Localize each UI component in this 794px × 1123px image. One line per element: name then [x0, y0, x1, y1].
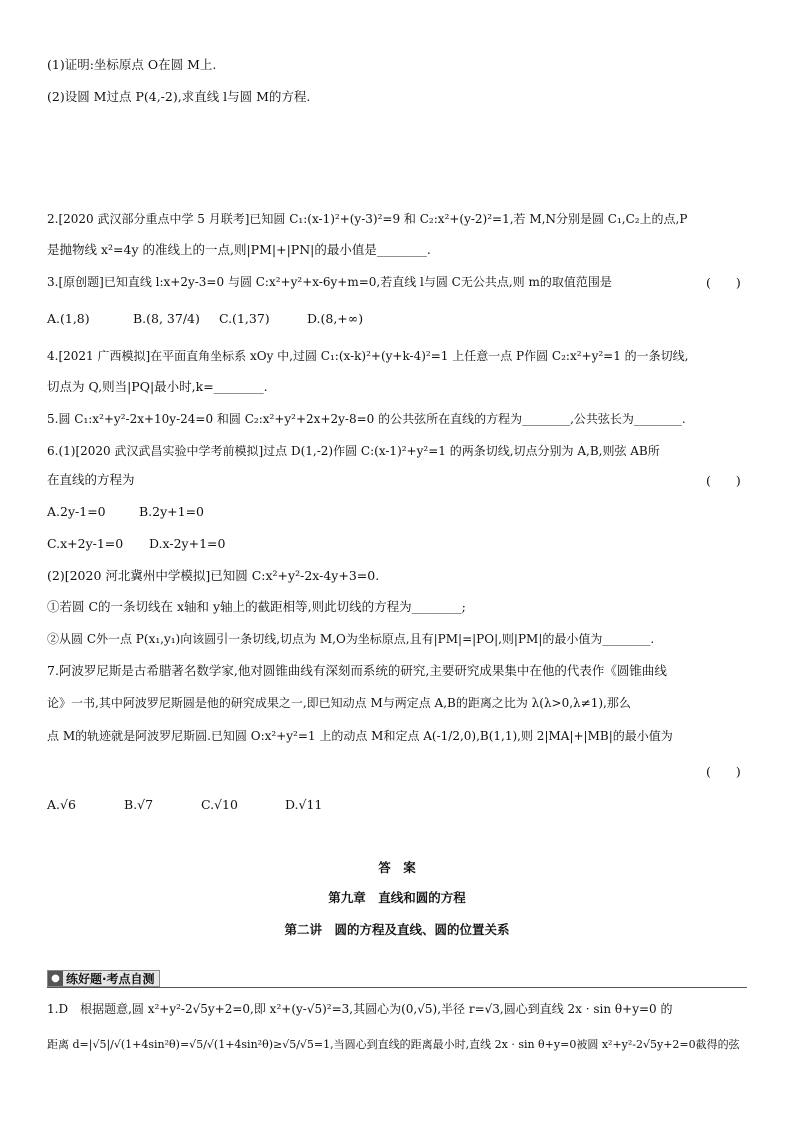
lightbulb-icon: ●: [48, 971, 63, 986]
q7-bracket: ( ): [706, 764, 741, 779]
answer-chapter: 第九章 直线和圆的方程: [328, 890, 466, 905]
q3-line1: 3.[原创题]已知直线 l:x+2y-3=0 与圆 C:x²+y²+x-6y+m=0,若直线 l与圆 C无公共点,则 m的取值范围是: [47, 275, 612, 289]
problem1-part1: (1)证明:坐标原点 O在圆 M上.: [47, 57, 217, 72]
q7-options: [47, 796, 322, 814]
q2-line2: 是抛物线 x²=4y 的准线上的一点,则|PM|+|PN|的最小值是________.: [47, 242, 431, 257]
q6-option-b: B.2y+1=0: [138, 504, 205, 519]
answer-heading: 答 案: [378, 860, 416, 875]
q7-line1: 7.阿波罗尼斯是古希腊著名数学家,他对圆锥曲线有深刻而系统的研究,主要研究成果集中在他的代表作《圆锥曲线: [47, 663, 667, 678]
q3-options: [47, 310, 363, 328]
problem1-part2: (2)设圆 M过点 P(4,-2),求直线 l与圆 M的方程.: [47, 89, 311, 104]
q2-line1: 2.[2020 武汉部分重点中学 5 月联考]已知圆 C₁:(x-1)²+(y-3)²=9 和 C₂:x²+(y-2)²=1,若 M,N分别是圆 C₁,C₂上的点,P: [47, 212, 688, 226]
q3-option-b: B.(8, 37/4): [132, 311, 200, 326]
q6-options-row1: [47, 503, 204, 521]
q7-line3: 点 M的轨迹就是阿波罗尼斯圆.已知圆 O:x²+y²=1 上的动点 M和定点 A(-1/2,0),B(1,1),则 2|MA|+|MB|的最小值为: [47, 729, 673, 743]
q6-bracket: ( ): [706, 473, 741, 488]
q6-line2: 在直线的方程为: [47, 472, 135, 487]
answer-line2: 距离 d=|√5|/√(1+4sin²θ)=√5/√(1+4sin²θ)≥√5/√5=1,当圆心到直线的距离最小时,直线 2x · sin θ+y=0被圆 x²+y²-2√5y+2=0截得的弦: [47, 1038, 740, 1051]
q3-bracket: ( ): [706, 275, 741, 290]
answer-section: 第二讲 圆的方程及直线、圆的位置关系: [284, 922, 510, 937]
badge-box: [47, 970, 160, 987]
answer-line1: 1.D 根据题意,圆 x²+y²-2√5y+2=0,即 x²+(y-√5)²=3,其圆心为(0,√5),半径 r=√3,圆心到直线 2x · sin θ+y=0 的: [47, 1002, 673, 1016]
q6-sub1: ①若圆 C的一条切线在 x轴和 y轴上的截距相等,则此切线的方程为________;: [47, 599, 466, 614]
q3-option-d: D.(8,+∞): [306, 311, 364, 326]
q7-line2: 论》一书,其中阿波罗尼斯圆是他的研究成果之一,即已知动点 M与两定点 A,B的距离之比为 λ(λ>0,λ≠1),那么: [47, 696, 631, 710]
q7-option-b: B.√7: [123, 797, 154, 812]
q4-line1: 4.[2021 广西模拟]在平面直角坐标系 xOy 中,过圆 C₁:(x-k)²+(y+k-4)²=1 上任意一点 P作圆 C₂:x²+y²=1 的一条切线,: [47, 349, 689, 363]
q4-line2: 切点为 Q,则当|PQ|最小时,k=________.: [47, 379, 268, 394]
q3-option-a: A.(1,8): [47, 311, 90, 326]
q5-line1: 5.圆 C₁:x²+y²-2x+10y-24=0 和圆 C₂:x²+y²+2x+2y-8=0 的公共弦所在直线的方程为________,公共弦长为________.: [47, 412, 686, 426]
q7-option-c: C.√10: [200, 797, 238, 812]
q6-option-a: A.2y-1=0: [47, 504, 106, 519]
q7-option-d: D.√11: [284, 797, 323, 812]
q6-options-row2: [47, 535, 225, 553]
q6-line1: 6.(1)[2020 武汉武昌实验中学考前模拟]过点 D(1,-2)作圆 C:(x-1)²+y²=1 的两条切线,切点分别为 A,B,则弦 AB所: [47, 444, 660, 458]
badge-label: 练好题·考点自测: [66, 972, 155, 986]
q6-option-c: C.x+2y-1=0: [47, 536, 124, 551]
q7-option-a: A.√6: [47, 797, 76, 812]
q6-sub2: ②从圆 C外一点 P(x₁,y₁)向该圆引一条切线,切点为 M,O为坐标原点,且有|PM|=|PO|,则|PM|的最小值为________.: [47, 632, 655, 646]
q3-option-c: C.(1,37): [218, 311, 270, 326]
q6-option-d: D.x-2y+1=0: [148, 536, 226, 551]
exercise-badge: [47, 970, 747, 988]
q6-part2: (2)[2020 河北冀州中学模拟]已知圆 C:x²+y²-2x-4y+3=0.: [47, 568, 380, 583]
